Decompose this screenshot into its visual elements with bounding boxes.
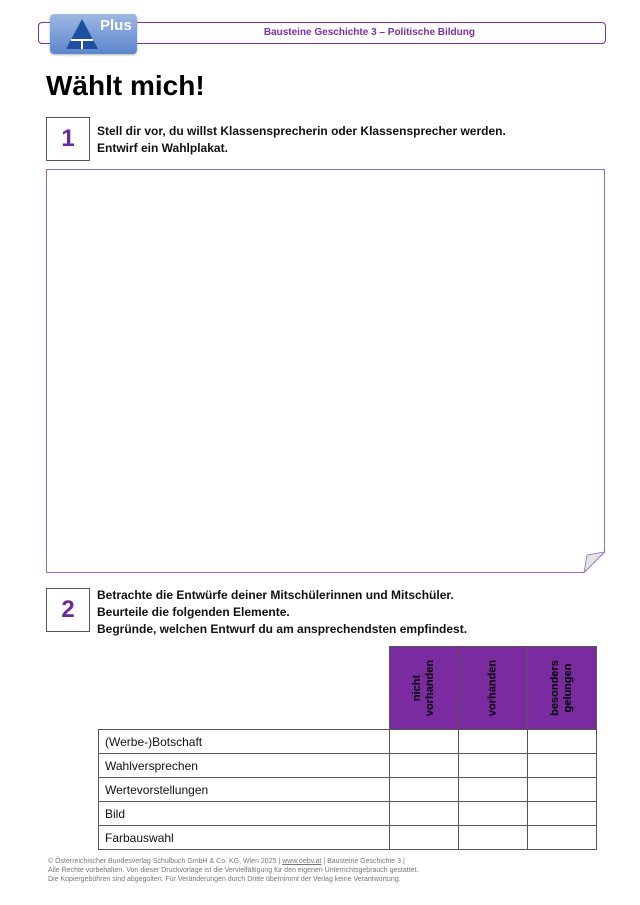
rating-cell[interactable] [458, 802, 527, 826]
footer [48, 857, 418, 884]
rating-cell[interactable] [389, 778, 458, 802]
footer-line-1: © Österreichischer Bundesverlag Schulbuch GmbH & Co. KG, Wien 2025 | www.oebv.at | Bausteine Geschichte 3 | [48, 858, 405, 865]
footer-line-2: Alle Rechte vorbehalten. Von dieser Druckvorlage ist die Vervielfältigung für den eigenen Unterrichtsgebrauch gestattet. [48, 867, 419, 874]
plus-logo [50, 14, 137, 54]
task-number-1: 1 [46, 117, 90, 161]
task-1-line: Entwirf ein Wahlplakat. [97, 141, 228, 155]
rating-cell[interactable] [527, 802, 596, 826]
task-2-line: Beurteile die folgenden Elemente. [97, 605, 290, 619]
footer-line-3: Die Kopiergebühren sind abgegolten. Für Veränderungen durch Dritte übernimmt der Verlag keine Verantwortung. [48, 876, 401, 883]
rating-cell[interactable] [458, 754, 527, 778]
rating-cell[interactable] [458, 730, 527, 754]
header-title: Bausteine Geschichte 3 – Politische Bildung [263, 27, 475, 38]
table-row [99, 802, 597, 826]
rating-cell[interactable] [527, 778, 596, 802]
rating-cell[interactable] [458, 826, 527, 850]
rating-cell[interactable] [527, 826, 596, 850]
publisher-link[interactable]: www.oebv.at [282, 858, 322, 865]
column-header: vorhanden [458, 647, 527, 730]
page-title: Wählt mich! [46, 70, 205, 101]
row-label: (Werbe-)Botschaft [99, 730, 390, 754]
row-label: Bild [99, 802, 390, 826]
row-label: Wertevorstellungen [99, 778, 390, 802]
row-label: Farbauswahl [99, 826, 390, 850]
rating-header-row [99, 647, 597, 730]
task-2-line: Begründe, welchen Entwurf du am ansprechendsten empfindest. [97, 622, 468, 636]
task-2-instructions [97, 587, 467, 638]
pyramid-icon [64, 17, 100, 51]
page-curl-icon [584, 552, 605, 573]
poster-drawing-area[interactable] [46, 169, 605, 573]
rating-cell[interactable] [527, 754, 596, 778]
table-row [99, 730, 597, 754]
rating-cell[interactable] [389, 730, 458, 754]
task-2-line: Betrachte die Entwürfe deiner Mitschülerinnen und Mitschüler. [97, 588, 454, 602]
table-row [99, 754, 597, 778]
row-label: Wahlversprechen [99, 754, 390, 778]
table-row [99, 778, 597, 802]
task-1-line: Stell dir vor, du willst Klassensprecherin oder Klassensprecher werden. [97, 124, 506, 138]
table-row [99, 826, 597, 850]
column-header: nicht vorhanden [389, 647, 458, 730]
logo-text: Plus [100, 17, 132, 34]
poster-frame [46, 169, 605, 573]
rating-table [98, 646, 597, 850]
column-header: besonders gelungen [527, 647, 596, 730]
rating-cell[interactable] [527, 730, 596, 754]
rating-cell[interactable] [458, 778, 527, 802]
task-number-2: 2 [46, 588, 90, 632]
rating-cell[interactable] [389, 802, 458, 826]
rating-cell[interactable] [389, 754, 458, 778]
rating-cell[interactable] [389, 826, 458, 850]
task-1-instructions [97, 123, 506, 157]
